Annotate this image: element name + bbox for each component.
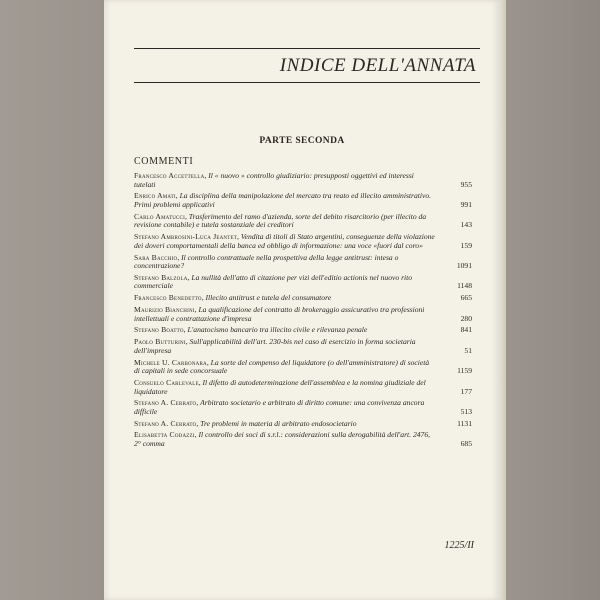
- list-item: Stefano Boatto, L'anatocismo bancario tra illecito civile e rilevanza penale 841: [134, 325, 472, 335]
- entry-page: 143: [460, 220, 472, 230]
- list-item: Stefano A. Cerrato, Arbitrato societario e arbitrato di diritto comune: una convivenza ancora difficile 513: [134, 398, 472, 416]
- entry-author: Stefano A. Cerrato: [134, 418, 197, 428]
- list-item: Enrico Amati, La disciplina della manipolazione del mercato tra reato ed illecito amministrativo. Primi problemi applicativi 991: [134, 191, 472, 209]
- page-edge: [500, 0, 506, 600]
- section-label: COMMENTI: [134, 156, 194, 167]
- entry-title: La disciplina della manipolazione del mercato tra reato ed illecito amministrativo. Primi problemi applicativi: [134, 191, 432, 209]
- list-item: Stefano Balzola, La nullità dell'atto di citazione per vizi dell'editio actionis nel nuovo rito commerciale 1148: [134, 272, 472, 291]
- entry-title: La sorte del compenso del liquidatore (o dell'amministratore) di società di capitali in sede concorsuale: [134, 357, 430, 376]
- entry-title: La qualificazione del contratto di brokeraggio assicurativo tra professioni intellettuali e contrattazione d'impresa: [134, 305, 425, 323]
- entry-author: Michele U. Carbonara: [134, 357, 207, 367]
- entry-title: Trasferimento del ramo d'azienda, sorte del debito risarcitorio (per illecito da revisione contabile) e tutela sostanziale dei creditori: [134, 211, 427, 230]
- entry-author: Elisabetta Codazzi: [134, 430, 195, 440]
- list-item: Elisabetta Codazzi, Il controllo dei soci di s.r.l.: considerazioni sulla derogabilità dell'art. 2476, 2° comma 685: [134, 430, 472, 449]
- entry-author: Sara Bacchio: [134, 252, 178, 262]
- entry-title: Illecito antitrust e tutela del consumatore: [205, 293, 332, 303]
- entry-page: 841: [460, 325, 472, 335]
- entry-author: Francesco Benedetto: [134, 293, 202, 303]
- entry-page: 513: [460, 406, 472, 416]
- part-title: PARTE SECONDA: [259, 136, 345, 146]
- entry-author: Maurizio Bianchini: [134, 305, 195, 315]
- entry-author: Francesco Accettella: [134, 171, 205, 180]
- list-item: Francesco Accettella, Il « nuovo » controllo giudiziario: presupposti oggettivi ed interessi tutelati 955: [134, 171, 472, 189]
- list-item: Stefano A. Cerrato, Tre problemi in materia di arbitrato endosocietario 1131: [134, 418, 472, 428]
- entry-page: 159: [460, 240, 472, 250]
- entry-author: Carlo Amatucci: [134, 211, 185, 221]
- entry-title: Vendita di titoli di Stato argentini, conseguenze della violazione dei doveri comportamentali della banca ed obbligo di informazione: una voce «fuori dal coro»: [134, 232, 435, 250]
- entry-author: Paolo Butturini: [134, 337, 186, 347]
- entry-page: 1148: [457, 281, 472, 291]
- list-item: Stefano Ambrosini-Luca Jeantet, Vendita di titoli di Stato argentini, conseguenze della violazione dei doveri comportamentali della banca ed obbligo di informazione: una voce «fuori dal coro» 159: [134, 232, 472, 250]
- entry-page: 1091: [456, 261, 472, 271]
- list-item: Carlo Amatucci, Trasferimento del ramo d'azienda, sorte del debito risarcitorio (per illecito da revisione contabile) e tutela sostanziale dei creditori 143: [134, 211, 472, 230]
- list-item: Consuelo Carlevale, Il difetto di autodeterminazione dell'assemblea e la nomina giudiziale del liquidatore 177: [134, 377, 472, 396]
- background-right: [498, 0, 600, 600]
- header-rule-bottom: [134, 82, 480, 83]
- entry-page: 991: [460, 199, 472, 209]
- book-page: [104, 0, 500, 600]
- entry-author: Stefano Boatto: [134, 325, 184, 335]
- entry-page: 1131: [457, 418, 472, 428]
- header-rule-top: [134, 48, 480, 49]
- entry-page: 177: [460, 386, 472, 396]
- entry-list: [134, 171, 472, 452]
- list-item: Michele U. Carbonara, La sorte del compenso del liquidatore (o dell'amministratore) di società di capitali in sede concorsuale 1159: [134, 357, 472, 376]
- entry-page: 51: [464, 345, 472, 355]
- entry-title: Arbitrato societario e arbitrato di diritto comune: una convivenza ancora difficile: [134, 398, 425, 416]
- entry-page: 955: [460, 179, 472, 189]
- page-number: 1225/II: [444, 540, 474, 551]
- entry-page: 685: [460, 439, 472, 449]
- entry-title: L'anatocismo bancario tra illecito civile e rilevanza penale: [187, 325, 368, 335]
- entry-title: Sull'applicabilità dell'art. 230-bis nel caso di esercizio in forma societaria dell'impresa: [134, 337, 416, 355]
- entry-title: Il difetto di autodeterminazione dell'assemblea e la nomina giudiziale del liquidatore: [134, 377, 426, 396]
- entry-author: Enrico Amati: [134, 191, 176, 201]
- entry-title: Il controllo contrattuale nella prospettiva della legge antitrust: intesa o concentrazione?: [134, 252, 399, 271]
- index-title: INDICE DELL'ANNATA: [279, 55, 476, 76]
- entry-author: Consuelo Carlevale: [134, 377, 199, 387]
- list-item: Paolo Butturini, Sull'applicabilità dell'art. 230-bis nel caso di esercizio in forma societaria dell'impresa 51: [134, 337, 472, 355]
- entry-page: 280: [460, 313, 472, 323]
- list-item: Sara Bacchio, Il controllo contrattuale nella prospettiva della legge antitrust: intesa o concentrazione? 1091: [134, 252, 472, 271]
- entry-title: La nullità dell'atto di citazione per vizi dell'editio actionis nel nuovo rito commerciale: [134, 272, 413, 291]
- entry-page: 1159: [457, 366, 472, 376]
- entry-page: 665: [460, 293, 472, 303]
- entry-title: Il controllo dei soci di s.r.l.: considerazioni sulla derogabilità dell'art. 2476, 2° comma: [134, 430, 431, 449]
- list-item: Francesco Benedetto, Illecito antitrust e tutela del consumatore 665: [134, 293, 472, 303]
- entry-author: Stefano Ambrosini-Luca Jeantet: [134, 232, 238, 242]
- entry-title: Il « nuovo » controllo giudiziario: presupposti oggettivi ed interessi tutelati: [134, 171, 414, 189]
- entry-author: Stefano Balzola: [134, 272, 188, 282]
- entry-title: Tre problemi in materia di arbitrato endosocietario: [200, 418, 357, 428]
- list-item: Maurizio Bianchini, La qualificazione del contratto di brokeraggio assicurativo tra professioni intellettuali e contrattazione d'impresa 280: [134, 305, 472, 323]
- entry-author: Stefano A. Cerrato: [134, 398, 197, 408]
- background-left: [0, 0, 104, 600]
